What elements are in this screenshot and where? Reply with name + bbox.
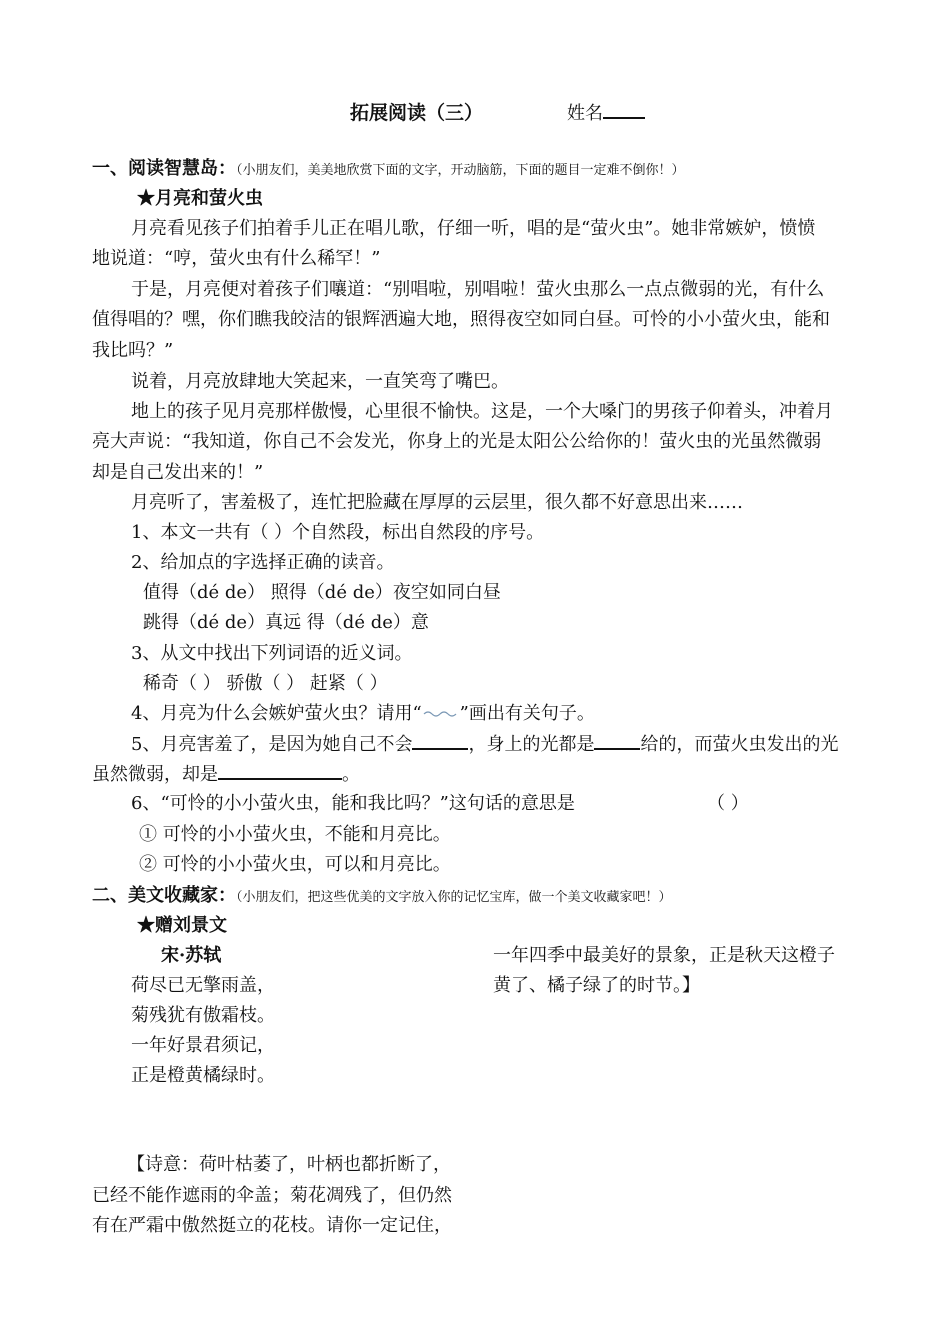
paragraph-line: 说着，月亮放肆地大笑起来，一直笑弯了嘴巴。	[131, 371, 509, 392]
question-3-row: 稀奇（ ） 骄傲（ ） 赶紧（ ）	[143, 673, 388, 694]
question-4-text-b: ”画出有关句子。	[459, 703, 595, 724]
paragraph-line: 月亮看见孩子们拍着手儿正在唱儿歌，仔细一听，唱的是“萤火虫”。她非常嫉妒，愤愤	[131, 218, 816, 239]
question-1: 1、本文一共有（ ）个自然段，标出自然段的序号。	[131, 522, 545, 543]
paragraph-line: 我比吗？”	[92, 340, 174, 361]
paragraph-line: 于是，月亮便对着孩子们嚷道：“别唱啦，别唱啦！萤火虫那么一点点微弱的光，有什么	[131, 279, 825, 300]
paragraph-line: 地上的孩子见月亮那样傲慢，心里很不愉快。这是，一个大嗓门的男孩子仰着头，冲着月	[131, 401, 833, 422]
question-6-option-1: ① 可怜的小小萤火虫，不能和月亮比。	[139, 824, 451, 845]
question-5-text-c: 给的，而萤火虫发出的光	[640, 734, 839, 755]
question-5-text-d: 虽然微弱，却是	[92, 764, 218, 785]
question-6-answer: （ ）	[707, 793, 749, 814]
paragraph-line: 却是自己发出来的！”	[92, 462, 264, 483]
section2-heading	[92, 884, 672, 910]
section1-note: （小朋友们，美美地欣赏下面的文字，开动脑筋，下面的题目一定难不倒你！）	[236, 163, 685, 178]
question-2: 2、给加点的字选择正确的读音。	[131, 552, 395, 573]
poem-line: 菊残犹有傲霜枝。	[131, 1005, 275, 1026]
poem-author: 宋·苏轼	[161, 945, 222, 966]
poem-meaning-line: 一年四季中最美好的景象，正是秋天这橙子	[493, 945, 835, 966]
section1-label: 一、阅读智慧岛：	[92, 158, 236, 179]
question-5-text-b: ，身上的光都是	[468, 734, 595, 755]
name-field	[567, 101, 645, 126]
paragraph-line: 亮大声说：“我知道，你自己不会发光，你身上的光是太阳公公给你的！萤火虫的光虽然微弱	[92, 431, 822, 452]
question-2-row: 跳得（dé de）真远 得（dé de）意	[143, 612, 429, 633]
question-5-text-a: 5、月亮害羞了，是因为她自己不会	[131, 734, 413, 755]
story-title: ★月亮和萤火虫	[137, 188, 263, 209]
paragraph-line: 值得唱的？嘿，你们瞧我皎洁的银辉洒遍大地，照得夜空如同白昼。可怜的小小萤火虫，能和	[92, 309, 830, 330]
paragraph-line: 地说道：“哼，萤火虫有什么稀罕！”	[92, 248, 381, 269]
poem-meaning-line: 有在严霜中傲然挺立的花枝。请你一定记住，	[92, 1215, 452, 1236]
answer-blank[interactable]	[218, 762, 342, 780]
question-5-cont	[92, 762, 360, 787]
question-6-option-2: ② 可怜的小小萤火虫，可以和月亮比。	[139, 854, 451, 875]
question-2-row: 值得（dé de） 照得（dé de）夜空如同白昼	[143, 582, 501, 603]
poem-title: ★赠刘景文	[137, 915, 227, 936]
poem-line: 荷尽已无擎雨盖，	[131, 975, 275, 996]
question-5-text-e: 。	[342, 764, 360, 785]
wavy-underline-icon	[422, 709, 460, 719]
poem-meaning-line: 【诗意：荷叶枯萎了，叶柄也都折断了，	[127, 1154, 451, 1175]
poem-meaning-line: 黄了、橘子绿了的时节。】	[493, 975, 700, 996]
question-6: 6、“可怜的小小萤火虫，能和我比吗？”这句话的意思是	[131, 793, 575, 814]
paragraph-line: 月亮听了，害羞极了，连忙把脸藏在厚厚的云层里，很久都不好意思出来……	[131, 492, 743, 513]
question-5	[131, 732, 838, 757]
section2-label: 二、美文收藏家：	[92, 885, 236, 906]
page-title: 拓展阅读（三）	[350, 102, 484, 124]
question-4-text-a: 4、月亮为什么会嫉妒萤火虫？请用“	[131, 703, 422, 724]
section2-note: （小朋友们，把这些优美的文字放入你的记忆宝库，做一个美文收藏家吧！）	[236, 890, 672, 905]
name-label: 姓名	[567, 103, 603, 124]
poem-meaning-line: 已经不能作遮雨的伞盖；菊花凋残了，但仍然	[92, 1185, 452, 1206]
poem-line: 正是橙黄橘绿时。	[131, 1065, 275, 1086]
name-blank	[603, 101, 645, 119]
section1-heading	[92, 157, 685, 183]
question-3: 3、从文中找出下列词语的近义词。	[131, 643, 413, 664]
answer-blank[interactable]	[412, 732, 468, 750]
answer-blank[interactable]	[594, 732, 640, 750]
poem-line: 一年好景君须记，	[131, 1035, 275, 1056]
question-4	[131, 702, 595, 726]
